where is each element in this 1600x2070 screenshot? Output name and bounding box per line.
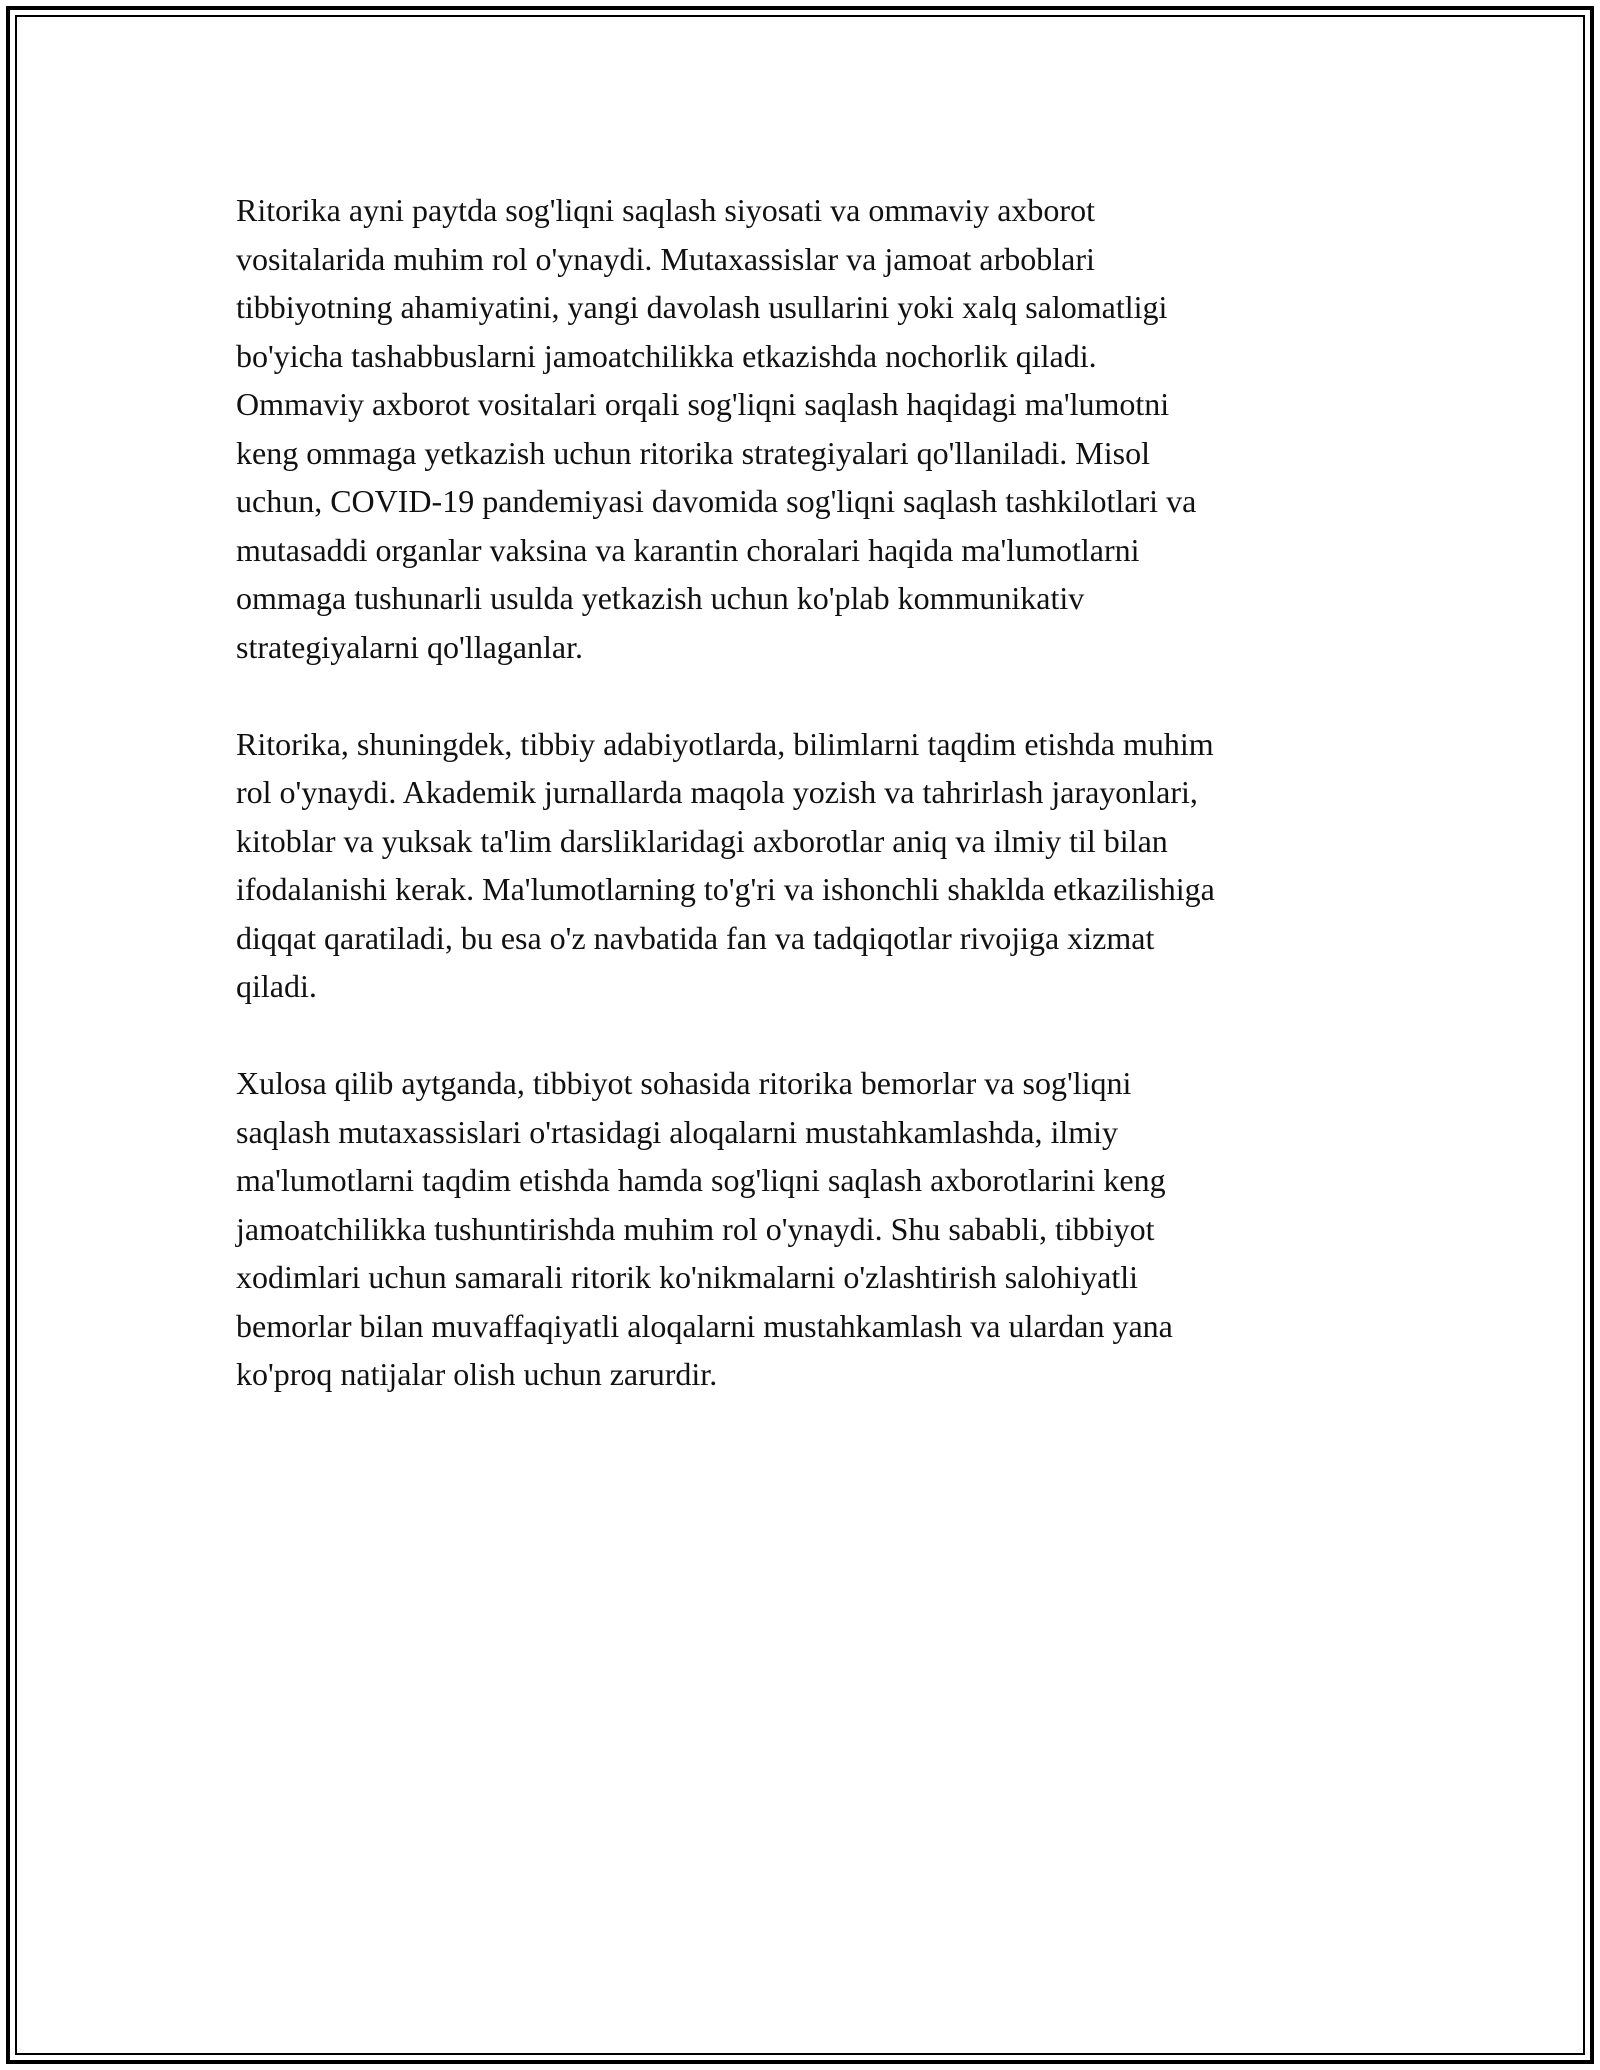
text-line: mutasaddi organlar vaksina va karantin choralari haqida ma'lumotlarni xyxy=(236,531,1140,568)
text-line: ifodalanishi kerak. Ma'lumotlarning to'g'ri va ishonchli shaklda etkazilishiga xyxy=(236,871,1215,907)
text-line: Ommaviy axborot vositalari orqali sog'liqni saqlash haqidagi ma'lumotni xyxy=(236,386,1170,422)
text-line: vositalarida muhim rol o'ynaydi. Mutaxassislar va jamoat arboblari xyxy=(236,240,1095,277)
text-line: saqlash mutaxassislari o'rtasidagi aloqalarni mustahkamlashda, ilmiy xyxy=(236,1113,1119,1150)
text-line: rol o'ynaydi. Akademik jurnallarda maqola yozish va tahrirlash jarayonlari, xyxy=(236,774,1198,810)
text-line: tibbiyotning ahamiyatini, yangi davolash usullarini yoki xalq salomatligi xyxy=(236,289,1168,325)
text-line: strategiyalarni qo'llaganlar. xyxy=(236,628,583,665)
text-line: Xulosa qilib aytganda, tibbiyot sohasida ritorika bemorlar va sog'liqni xyxy=(236,1065,1132,1101)
text-line: uchun, COVID-19 pandemiyasi davomida sog'liqni saqlash tashkilotlari va xyxy=(236,483,1197,519)
text-line: qiladi. xyxy=(236,968,317,1004)
text-line: diqqat qaratiladi, bu esa o'z navbatida fan va tadqiqotlar rivojiga xizmat xyxy=(236,919,1155,956)
paragraph-3 xyxy=(236,1059,1386,1399)
text-line: bemorlar bilan muvaffaqiyatli aloqalarni mustahkamlash va ulardan yana xyxy=(236,1307,1173,1344)
text-line: Ritorika ayni paytda sog'liqni saqlash siyosati va ommaviy axborot xyxy=(236,192,1095,228)
text-line: bo'yicha tashabbuslarni jamoatchilikka etkazishda nochorlik qiladi. xyxy=(236,337,1097,374)
text-line: jamoatchilikka tushuntirishda muhim rol o'ynaydi. Shu sababli, tibbiyot xyxy=(236,1210,1155,1247)
paragraph-2 xyxy=(236,720,1386,1011)
text-line: ommaga tushunarli usulda yetkazish uchun ko'plab kommunikativ xyxy=(236,580,1085,616)
paragraph-1 xyxy=(236,186,1386,671)
document-body xyxy=(236,186,1386,1399)
text-line: keng ommaga yetkazish uchun ritorika strategiyalari qo'llaniladi. Misol xyxy=(236,434,1150,471)
text-line: kitoblar va yuksak ta'lim darsliklaridagi axborotlar aniq va ilmiy til bilan xyxy=(236,822,1168,859)
text-line: ko'proq natijalar olish uchun zarurdir. xyxy=(236,1356,718,1392)
text-line: xodimlari uchun samarali ritorik ko'nikmalarni o'zlashtirish salohiyatli xyxy=(236,1259,1138,1295)
text-line: ma'lumotlarni taqdim etishda hamda sog'liqni saqlash axborotlarini keng xyxy=(236,1162,1166,1198)
text-line: Ritorika, shuningdek, tibbiy adabiyotlarda, bilimlarni taqdim etishda muhim xyxy=(236,725,1214,762)
